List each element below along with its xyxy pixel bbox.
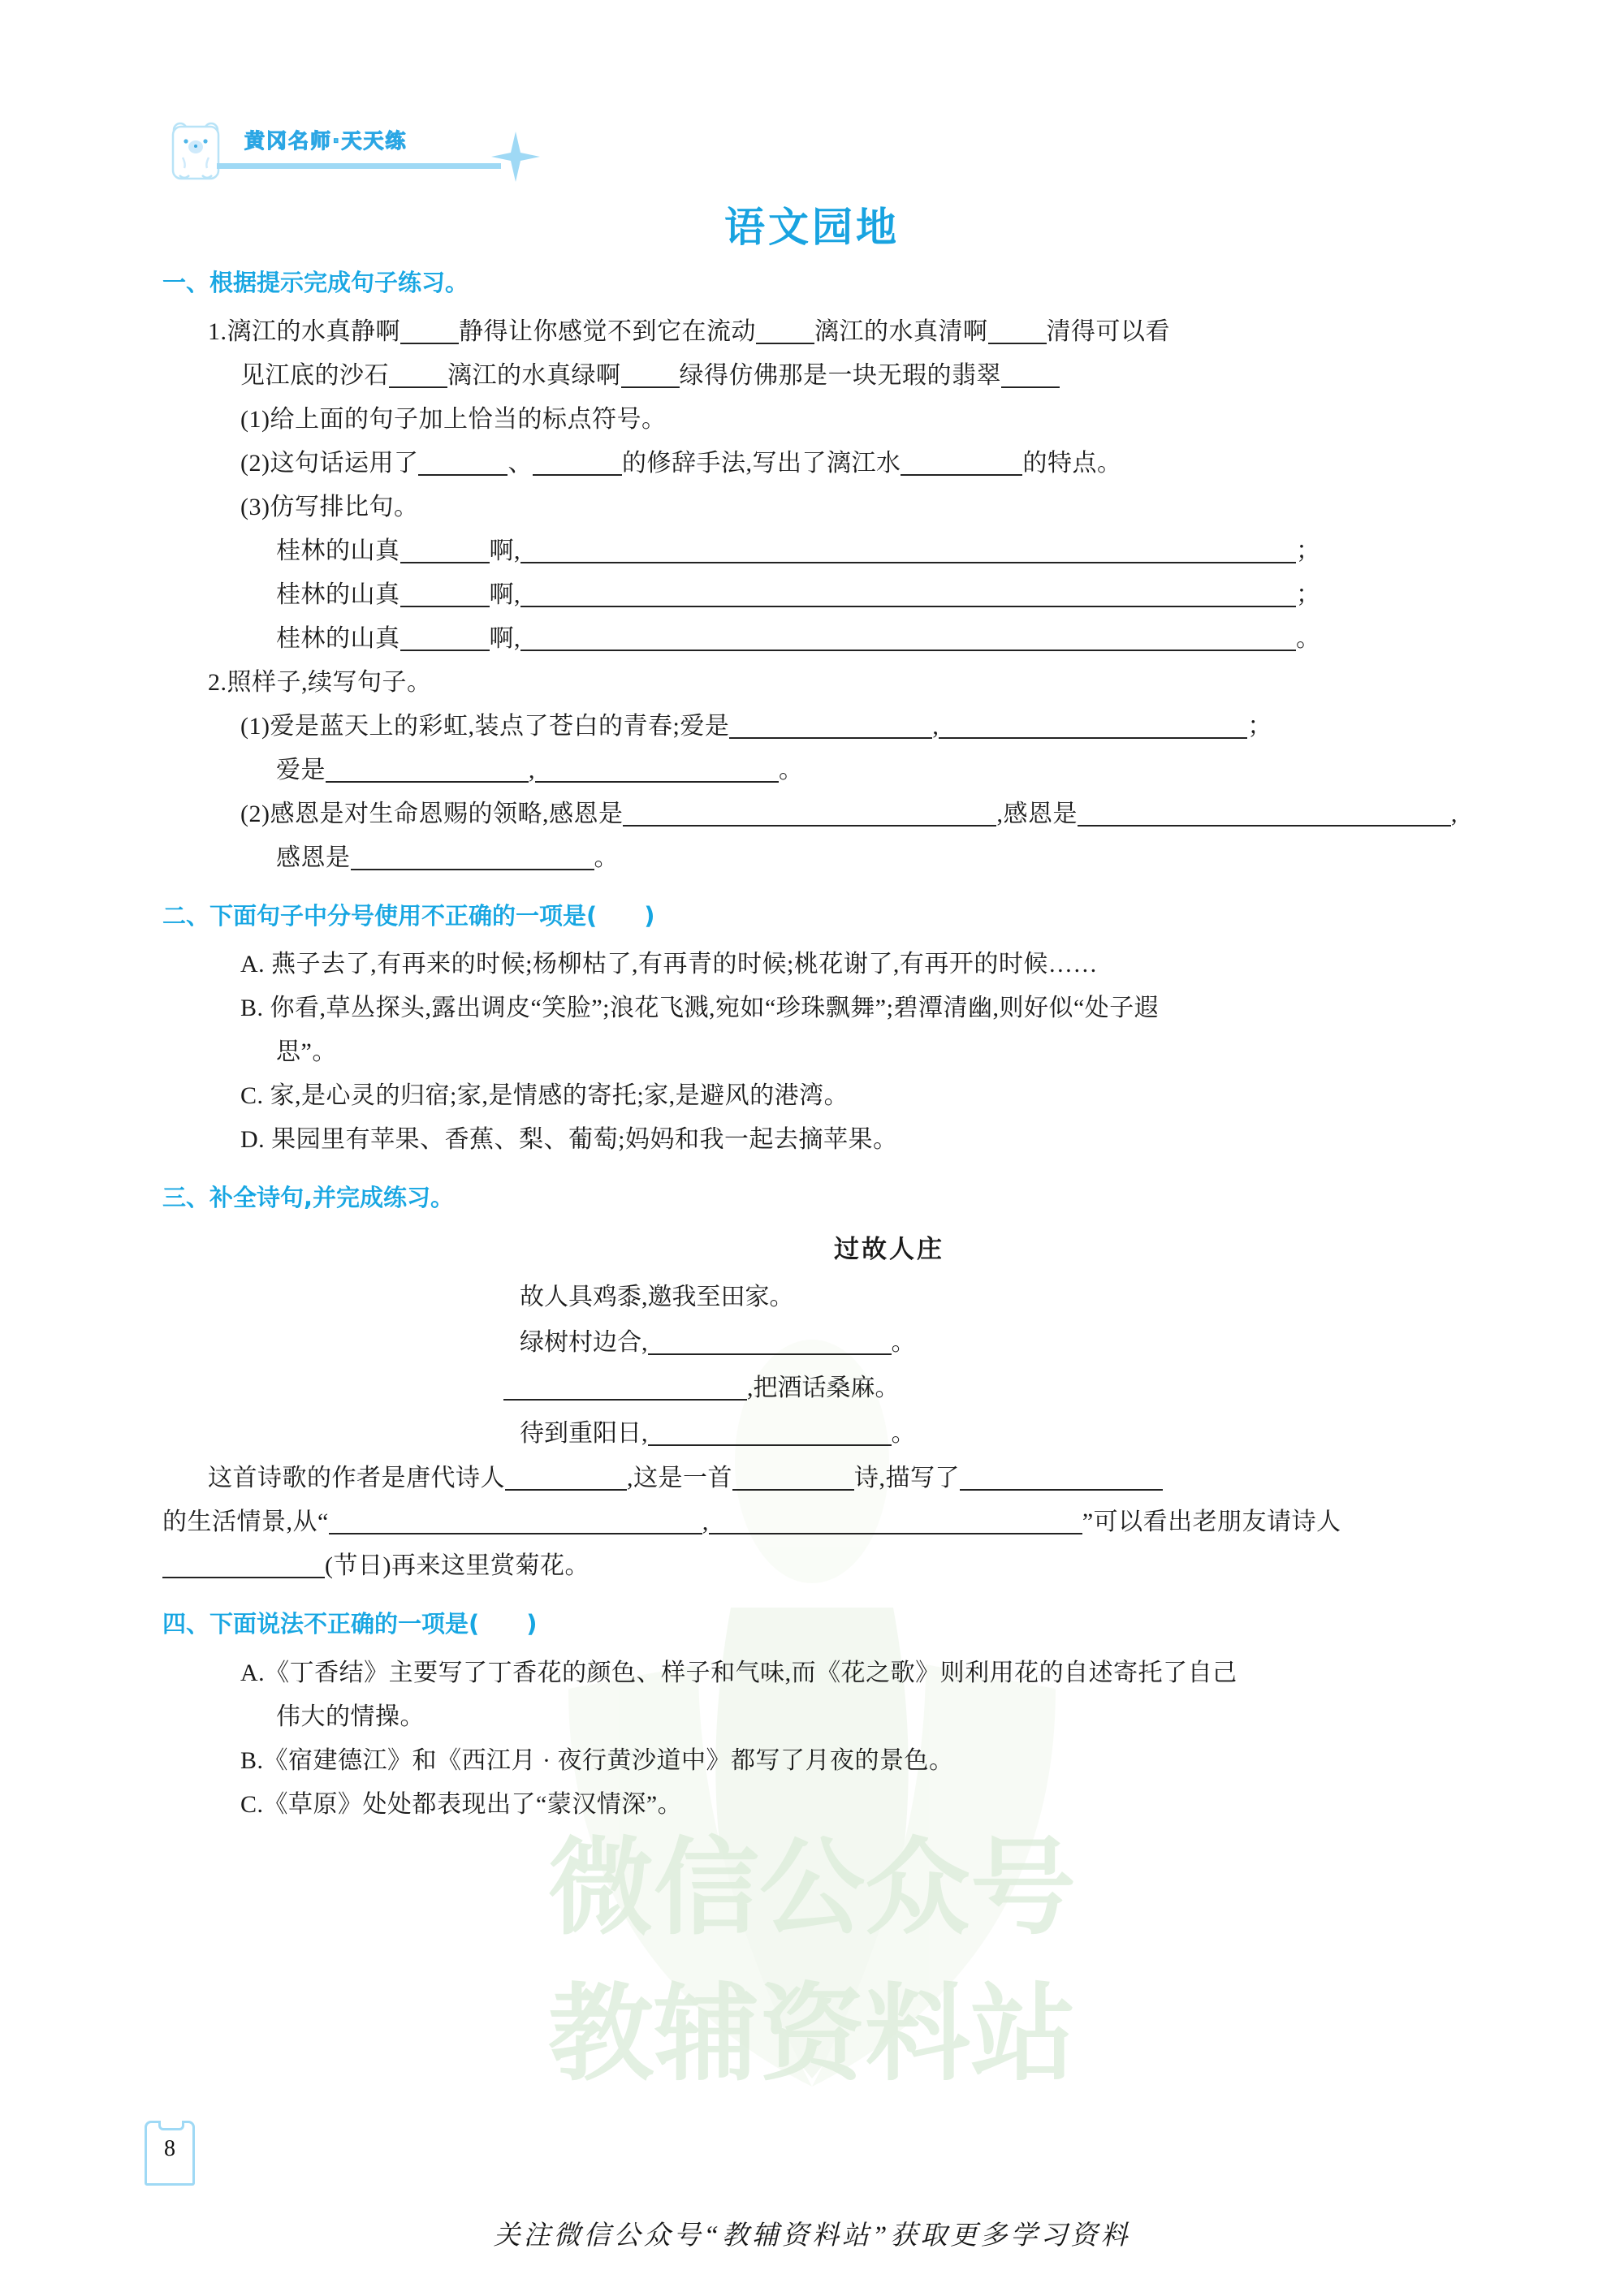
page-number: 8 [164,2136,175,2161]
blank[interactable] [400,625,490,651]
blank[interactable] [400,318,459,344]
blank[interactable] [400,581,490,607]
q1-text-e: 见江底的沙石 [240,361,389,389]
analysis-text-e: ”可以看出老朋友请诗人 [1082,1509,1341,1536]
blank[interactable] [988,318,1047,344]
blank[interactable] [756,318,814,344]
poem-text-b: ,把酒话桑麻。 [747,1375,900,1402]
pattern-mid: 啊, [489,537,520,564]
blank[interactable] [960,1465,1163,1491]
poem-analysis-line-3 [162,1544,1616,1588]
tag-notch [158,2121,184,2130]
option-a-2-cont: 伟大的情操。 [276,1703,425,1730]
analysis-text-f: (节日)再来这里赏菊花。 [325,1552,590,1580]
blank[interactable] [901,450,1022,476]
pattern-line-1 [162,529,1616,573]
blank[interactable] [1078,801,1451,827]
blank[interactable] [326,757,529,783]
question-1-line-1 [162,310,1616,354]
blank[interactable] [621,362,680,388]
pattern-mid: 啊, [489,624,520,652]
q2-comma: , [932,712,939,740]
exercise-content [162,268,1616,1827]
poem-text-c: 待到重阳日, [520,1420,648,1448]
q1-text-b: 静得让你感觉不到它在流动 [459,317,756,345]
sub2-text-c: 的特点。 [1022,449,1122,477]
q1-text-g: 绿得仿佛那是一块无瑕的翡翠 [679,361,1001,389]
blank[interactable] [648,1420,892,1446]
bear-mascot-icon [166,120,225,183]
blank[interactable] [520,581,1296,607]
sub2-sep: 、 [508,449,533,477]
blank[interactable] [732,1465,854,1491]
q2-text-c: (2)感恩是对生命恩赐的领略,感恩是 [240,800,624,827]
q2-comma3: , [1450,800,1458,827]
q1-text-f: 漓江的水真绿啊 [447,361,621,389]
svg-text:教辅资料站: 教辅资料站 [547,1972,1077,2096]
option-b-cont: 思”。 [276,1038,337,1066]
option-c-2[interactable]: C.《草原》处处都表现出了“蒙汉情深”。 [240,1790,683,1818]
section-heading-2: 二、下面句子中分号使用不正确的一项是( ) [162,901,655,930]
section-heading-1: 一、根据提示完成句子练习。 [162,269,469,296]
question-2-sub-1-cont [162,749,1616,792]
poem-analysis-line-2 [162,1500,1616,1544]
poem-period-b: 。 [891,1420,916,1448]
q2-text-a: (1)爱是蓝天上的彩虹,装点了苍白的青春;爱是 [240,712,730,740]
q2-period2: 。 [594,844,619,871]
analysis-text-b: ,这是一首 [627,1465,732,1492]
blank[interactable] [648,1329,892,1355]
analysis-comma: , [702,1509,709,1536]
question-2-title: 2.照样子,续写句子。 [208,668,432,696]
option-b-2[interactable]: B.《宿建德江》和《西江月 · 夜行黄沙道中》都写了月夜的景色。 [240,1746,954,1774]
q2-text-e: 感恩是 [276,844,351,871]
question-1-sub-1: (1)给上面的句子加上恰当的标点符号。 [240,405,667,433]
blank[interactable] [503,1375,747,1401]
question-2-sub-2 [162,792,1616,836]
poem-text-a: 绿树村边合, [520,1329,648,1357]
analysis-text-d: 的生活情景,从“ [162,1509,329,1536]
header-brand-strip [166,120,589,185]
blank[interactable] [623,801,996,827]
option-a-2[interactable]: A.《丁香结》主要写了丁香花的颜色、样子和气味,而《花之歌》则利用花的自述寄托了自己 [240,1659,1237,1686]
question-1-line-2 [162,354,1616,398]
blank[interactable] [535,757,779,783]
question-1-sub-3: (3)仿写排比句。 [240,493,419,520]
q2-text-d: ,感恩是 [996,800,1078,827]
footer-promo-note: 关注微信公众号“教辅资料站”获取更多学习资料 [493,2221,1131,2251]
pattern-end: 。 [1296,624,1321,652]
page-number-tag [145,2121,195,2186]
pattern-line-3 [162,617,1616,661]
blank[interactable] [389,362,447,388]
blank[interactable] [351,844,594,870]
q2-semi: ； [1247,712,1272,740]
blank[interactable] [162,1552,325,1578]
pattern-end: ； [1296,537,1321,564]
section-heading-3: 三、补全诗句,并完成练习。 [162,1184,455,1212]
four-point-star-icon [491,132,540,182]
svg-text:微信公众号: 微信公众号 [547,1826,1077,1949]
option-b[interactable]: B. 你看,草丛探头,露出调皮“笑脸”;浪花飞溅,宛如“珍珠飘舞”;碧潭清幽,则好似“处子遐 [240,995,1160,1022]
option-d[interactable]: D. 果园里有苹果、香蕉、梨、葡萄;妈妈和我一起去摘苹果。 [240,1126,898,1154]
poem-period-a: 。 [891,1329,916,1357]
poem-line-3 [162,1366,1616,1411]
brand-title: 黄冈名师·天天练 [244,129,408,153]
blank[interactable] [520,537,1296,563]
question-2-sub-1 [162,705,1616,749]
poem-line-4 [162,1411,1616,1457]
q1-text-d: 清得可以看 [1046,317,1170,345]
option-c[interactable]: C. 家,是心灵的归宿;家,是情感的寄托;家,是避风的港湾。 [240,1082,849,1110]
blank[interactable] [533,450,622,476]
analysis-text-a: 这首诗歌的作者是唐代诗人 [208,1465,505,1492]
analysis-text-c: 诗,描写了 [854,1465,960,1492]
pattern-prefix: 桂林的山真 [276,581,400,608]
pattern-prefix: 桂林的山真 [276,537,400,564]
pattern-mid: 啊, [489,581,520,608]
poem-analysis-line-1 [162,1457,1616,1500]
q2-period: 。 [779,756,804,783]
poem-line-1: 故人具鸡黍,邀我至田家。 [520,1284,794,1311]
blank[interactable] [939,713,1247,739]
pattern-prefix: 桂林的山真 [276,624,400,652]
q2-text-b: 爱是 [276,756,326,783]
sub2-text-b: 的修辞手法,写出了漓江水 [621,449,901,477]
question-2-sub-2-cont [162,836,1616,880]
blank[interactable] [329,1509,702,1534]
blank[interactable] [729,713,932,739]
page-title: 语文园地 [724,204,900,251]
q1-text-c: 漓江的水真清啊 [814,317,988,345]
poem-title: 过故人庄 [834,1235,944,1265]
option-a[interactable]: A. 燕子去了,有再来的时候;杨柳枯了,有再青的时候;桃花谢了,有再开的时候…… [240,951,1098,978]
poem-line-2 [162,1320,1616,1366]
blank[interactable] [505,1465,627,1491]
blank[interactable] [1001,362,1060,388]
question-1-sub-2 [162,442,1616,486]
section-heading-4: 四、下面说法不正确的一项是( ) [162,1610,538,1638]
pattern-line-2 [162,573,1616,617]
pattern-end: ； [1296,581,1321,608]
blank[interactable] [520,625,1296,651]
blank[interactable] [709,1509,1082,1534]
blank[interactable] [400,537,490,563]
sub2-text-a: (2)这句话运用了 [240,449,419,477]
brand-underline [217,163,501,169]
q1-text-a: 1.漓江的水真静啊 [208,317,400,345]
q2-comma2: , [529,756,535,783]
blank[interactable] [418,450,508,476]
